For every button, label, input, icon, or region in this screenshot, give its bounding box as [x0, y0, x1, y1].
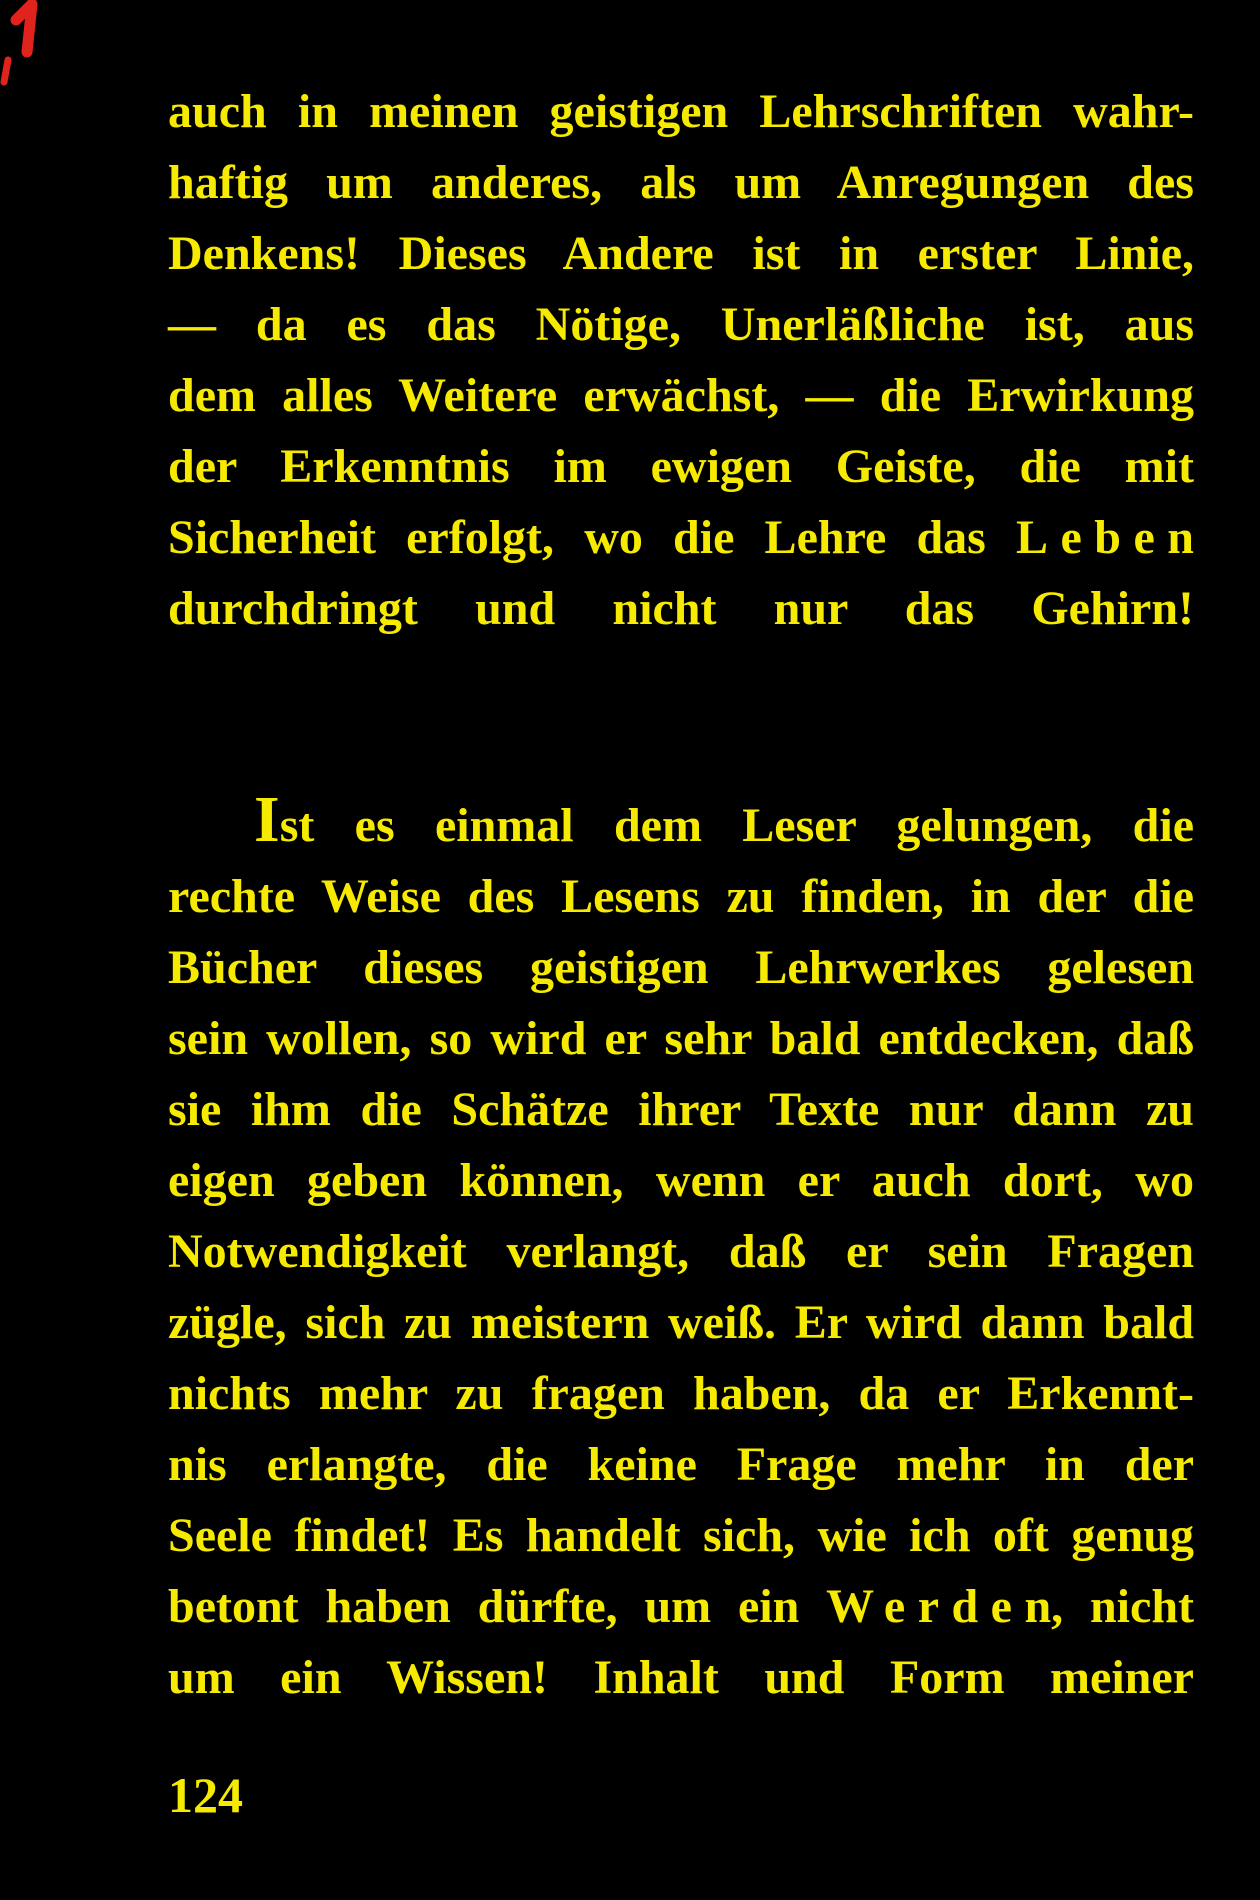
- text-line: nis erlangte, die keine Frage mehr in der: [168, 1438, 1195, 1491]
- text-line: der Erkenntnis im ewigen Geiste, die mit: [168, 440, 1194, 493]
- text-line: eigen geben können, wenn er auch dort, wo: [168, 1154, 1194, 1207]
- text-line: Notwendigkeit verlangt, daß er sein Fragen: [168, 1225, 1195, 1278]
- text-line: Sicherheit erfolgt, wo die Lehre das Leben: [168, 511, 1207, 564]
- text-line: — da es das Nötige, Unerläßliche ist, aus: [168, 298, 1194, 351]
- text-line: zügle, sich zu meistern weiß. Er wird dann bald: [168, 1296, 1195, 1349]
- text-line: sein wollen, so wird er sehr bald entdecken, daß: [168, 1012, 1195, 1065]
- red-pen-mark-icon: [0, 0, 60, 95]
- emphasized-word: Werden: [826, 1580, 1064, 1633]
- page-number: 124: [168, 1767, 243, 1823]
- text-line: haftig um anderes, als um Anregungen des: [168, 156, 1194, 209]
- emphasized-word: Leben: [1016, 511, 1207, 564]
- text-line: durchdringt und nicht nur das Gehirn!: [168, 582, 1195, 635]
- text-line: rechte Weise des Lesens zu finden, in der die: [168, 870, 1195, 923]
- text-line: sie ihm die Schätze ihrer Texte nur dann zu: [168, 1083, 1194, 1136]
- text-line: Denkens! Dieses Andere ist in erster Linie,: [168, 227, 1195, 280]
- text-line: Bücher dieses geistigen Lehrwerkes gelesen: [168, 941, 1194, 994]
- paragraph-2: [168, 783, 1195, 1713]
- text-line: Ist es einmal dem Leser gelungen, die: [254, 783, 1195, 856]
- paragraph-1: [168, 76, 1207, 644]
- text-line: betont haben dürfte, um ein Werden, nicht: [168, 1580, 1194, 1633]
- text-line: auch in meinen geistigen Lehrschriften wahr-: [168, 85, 1195, 138]
- text-line: um ein Wissen! Inhalt und Form meiner: [168, 1651, 1194, 1704]
- dropcap-initial: I: [254, 783, 280, 856]
- text-line: dem alles Weitere erwächst, — die Erwirkung: [168, 369, 1194, 422]
- text-line: Seele findet! Es handelt sich, wie ich oft genug: [168, 1509, 1195, 1562]
- text-line: nichts mehr zu fragen haben, da er Erkennt-: [168, 1367, 1194, 1420]
